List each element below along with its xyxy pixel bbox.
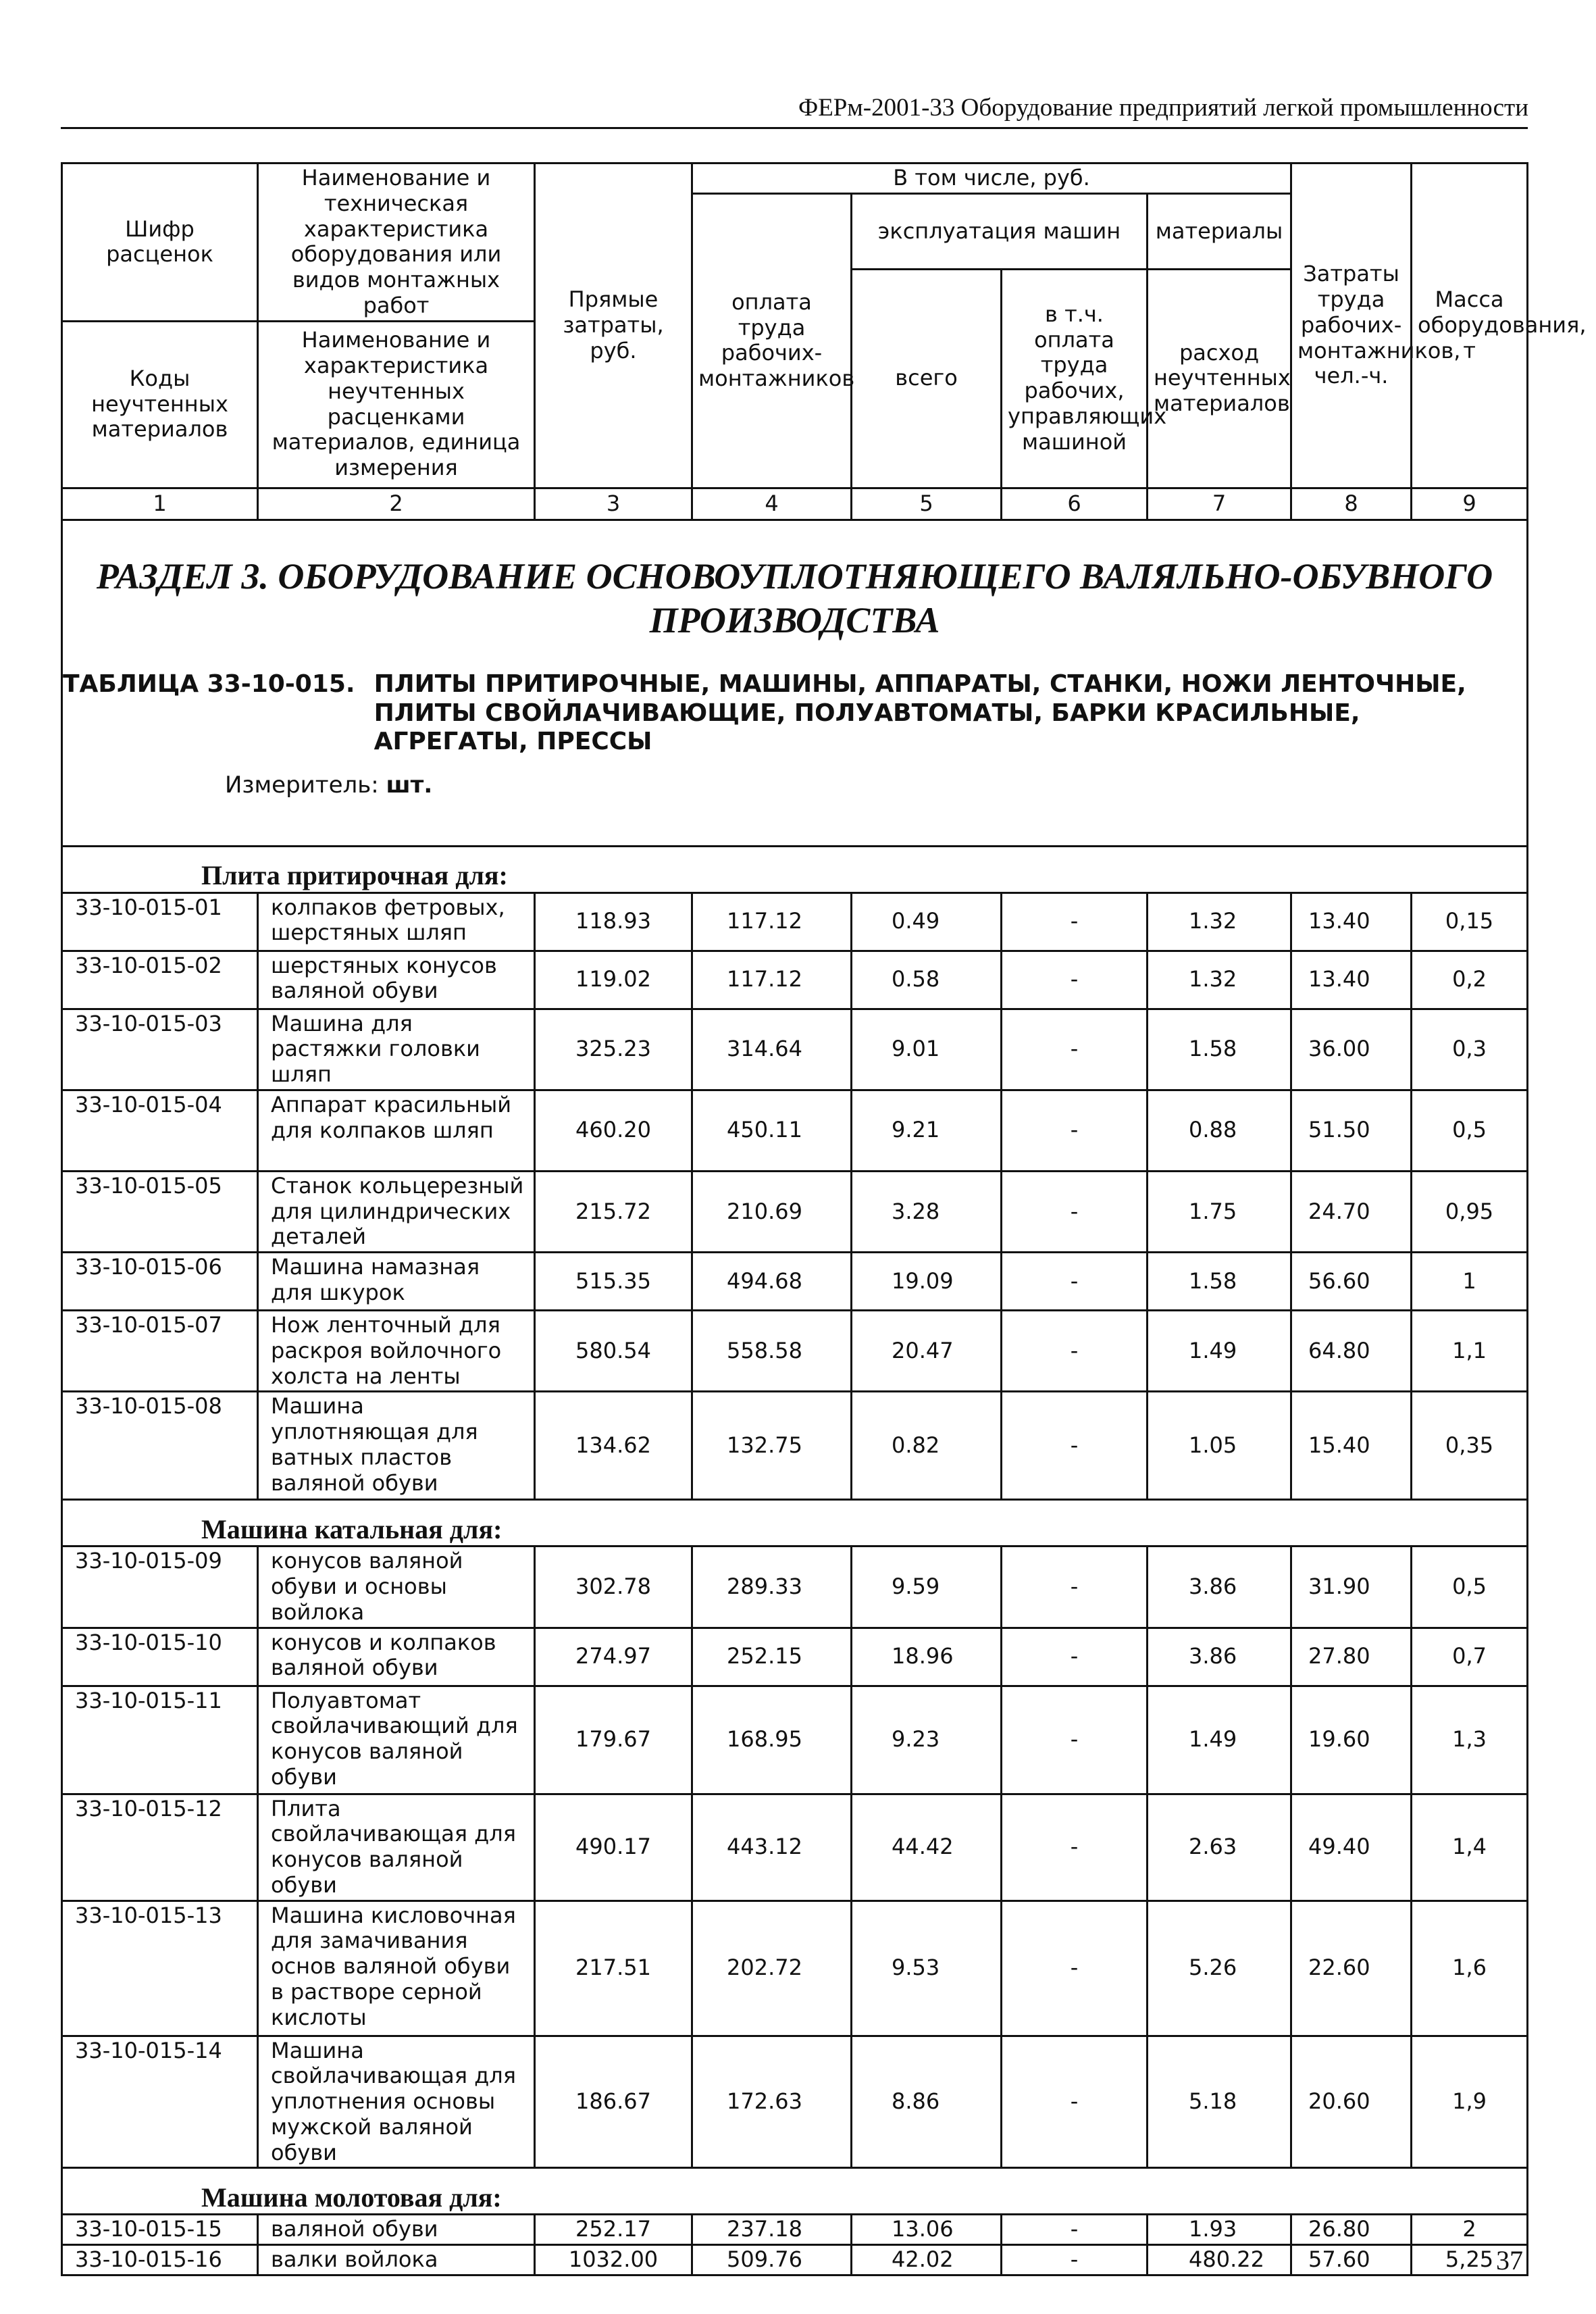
equipment-mass-value: 0,35 — [1412, 1392, 1528, 1500]
col-header-equipment-mass: Масса оборудования, т — [1412, 164, 1528, 488]
machine-operator-pay-value: - — [1002, 951, 1148, 1009]
worker-pay-value: 450.11 — [692, 1090, 852, 1171]
machines-total-value: 9.21 — [852, 1090, 1002, 1171]
direct-costs-value: 186.67 — [535, 2036, 692, 2168]
equipment-mass-value: 1,4 — [1412, 1794, 1528, 1901]
worker-pay-value: 117.12 — [692, 892, 852, 951]
worker-pay-value: 210.69 — [692, 1171, 852, 1252]
labor-costs-value: 36.00 — [1291, 1009, 1412, 1090]
materials-value: 1.05 — [1148, 1392, 1291, 1500]
rate-name: Плита свойлачивающая для конусов валяной обуви — [258, 1794, 535, 1901]
rate-name: Станок кольцерезный для цилиндрических деталей — [258, 1171, 535, 1252]
col-header-machine-operator-pay: в т.ч. оплата труда рабочих, управляющих машиной — [1002, 269, 1148, 488]
rate-code: 33-10-015-01 — [62, 892, 258, 951]
column-number-row — [62, 488, 1528, 520]
rate-name: колпаков фетровых, шерстяных шляп — [258, 892, 535, 951]
direct-costs-value: 118.93 — [535, 892, 692, 951]
table-title — [63, 670, 1513, 756]
direct-costs-value: 217.51 — [535, 1901, 692, 2036]
col-header-material-codes: Коды неучтенных материалов — [62, 321, 258, 488]
machine-operator-pay-value: - — [1002, 1311, 1148, 1392]
rate-name: конусов валяной обуви и основы войлока — [258, 1546, 535, 1628]
machine-operator-pay-value: - — [1002, 1009, 1148, 1090]
machine-operator-pay-value: - — [1002, 1794, 1148, 1901]
equipment-mass-value: 1,3 — [1412, 1686, 1528, 1794]
labor-costs-value: 22.60 — [1291, 1901, 1412, 2036]
direct-costs-value: 274.97 — [535, 1628, 692, 1686]
machines-total-value: 18.96 — [852, 1628, 1002, 1686]
equipment-mass-value: 0,2 — [1412, 951, 1528, 1009]
materials-value: 1.58 — [1148, 1009, 1291, 1090]
machines-total-value: 42.02 — [852, 2245, 1002, 2275]
rate-code: 33-10-015-15 — [62, 2215, 258, 2245]
direct-costs-value: 1032.00 — [535, 2245, 692, 2275]
machines-total-value: 44.42 — [852, 1794, 1002, 1901]
materials-value: 2.63 — [1148, 1794, 1291, 1901]
machines-total-value: 20.47 — [852, 1311, 1002, 1392]
equipment-mass-value: 1 — [1412, 1253, 1528, 1311]
labor-costs-value: 13.40 — [1291, 951, 1412, 1009]
labor-costs-value: 51.50 — [1291, 1090, 1412, 1171]
machines-total-value: 9.01 — [852, 1009, 1002, 1090]
rate-name: Машина кисловочная для замачивания основ валяной обуви в растворе серной кислоты — [258, 1901, 535, 2036]
table-row — [62, 1311, 1528, 1392]
worker-pay-value: 509.76 — [692, 2245, 852, 2275]
materials-value: 1.32 — [1148, 892, 1291, 951]
machine-operator-pay-value: - — [1002, 1628, 1148, 1686]
table-row — [62, 1090, 1528, 1171]
direct-costs-value: 302.78 — [535, 1546, 692, 1628]
rate-code: 33-10-015-16 — [62, 2245, 258, 2275]
machines-total-value: 9.53 — [852, 1901, 1002, 2036]
rate-name: Нож ленточный для раскроя войлочного холста на ленты — [258, 1311, 535, 1392]
materials-value: 5.18 — [1148, 2036, 1291, 2168]
machines-total-value: 13.06 — [852, 2215, 1002, 2245]
machines-total-value: 0.82 — [852, 1392, 1002, 1500]
table-title-text: ПЛИТЫ ПРИТИРОЧНЫЕ, МАШИНЫ, АППАРАТЫ, СТАНКИ, НОЖИ ЛЕНТОЧНЫЕ, ПЛИТЫ СВОЙЛАЧИВАЮЩИЕ, ПОЛУАВТОМАТЫ, БАРКИ КРАСИЛЬНЫЕ, АГРЕГАТЫ, ПРЕССЫ — [374, 670, 1466, 756]
group-heading: Плита притирочная для: — [62, 846, 1528, 892]
rate-code: 33-10-015-02 — [62, 951, 258, 1009]
col-header-name: Наименование и техническая характеристика оборудования или видов монтажных работ — [258, 164, 535, 322]
machine-operator-pay-value: - — [1002, 2215, 1148, 2245]
worker-pay-value: 132.75 — [692, 1392, 852, 1500]
machines-total-value: 0.58 — [852, 951, 1002, 1009]
materials-value: 5.26 — [1148, 1901, 1291, 2036]
measurer — [225, 772, 1526, 799]
table-title-label: ТАБЛИЦА 33-10-015. — [63, 670, 355, 699]
measurer-label: Измеритель: — [225, 771, 379, 799]
rate-name: валяной обуви — [258, 2215, 535, 2245]
rate-code: 33-10-015-05 — [62, 1171, 258, 1252]
materials-value: 3.86 — [1148, 1546, 1291, 1628]
group-heading: Машина молотовая для: — [62, 2168, 1528, 2215]
rate-code: 33-10-015-06 — [62, 1253, 258, 1311]
equipment-mass-value: 1,9 — [1412, 2036, 1528, 2168]
column-number: 6 — [1002, 488, 1148, 520]
table-row — [62, 2215, 1528, 2245]
labor-costs-value: 15.40 — [1291, 1392, 1412, 1500]
labor-costs-value: 56.60 — [1291, 1253, 1412, 1311]
table-row — [62, 1392, 1528, 1500]
direct-costs-value: 252.17 — [535, 2215, 692, 2245]
table-row — [62, 1171, 1528, 1252]
equipment-mass-value: 2 — [1412, 2215, 1528, 2245]
machines-total-value: 3.28 — [852, 1171, 1002, 1252]
labor-costs-value: 64.80 — [1291, 1311, 1412, 1392]
column-number: 2 — [258, 488, 535, 520]
column-number: 7 — [1148, 488, 1291, 520]
machines-total-value: 9.59 — [852, 1546, 1002, 1628]
table-row — [62, 1628, 1528, 1686]
rate-code: 33-10-015-10 — [62, 1628, 258, 1686]
equipment-mass-value: 1,1 — [1412, 1311, 1528, 1392]
machine-operator-pay-value: - — [1002, 1090, 1148, 1171]
worker-pay-value: 494.68 — [692, 1253, 852, 1311]
rate-name: конусов и колпаков валяной обуви — [258, 1628, 535, 1686]
rate-code: 33-10-015-07 — [62, 1311, 258, 1392]
rate-name: Машина уплотняющая для ватных пластов валяной обуви — [258, 1392, 535, 1500]
column-number: 8 — [1291, 488, 1412, 520]
table-row — [62, 2036, 1528, 2168]
col-header-material-name: Наименование и характеристика неучтенных расценками материалов, единица измерения — [258, 321, 535, 488]
rate-code: 33-10-015-13 — [62, 1901, 258, 2036]
worker-pay-value: 117.12 — [692, 951, 852, 1009]
labor-costs-value: 49.40 — [1291, 1794, 1412, 1901]
materials-value: 1.49 — [1148, 1686, 1291, 1794]
machine-operator-pay-value: - — [1002, 1901, 1148, 2036]
rate-name: Машина намазная для шкурок — [258, 1253, 535, 1311]
rates-table — [61, 162, 1587, 2276]
machine-operator-pay-value: - — [1002, 1392, 1148, 1500]
materials-value: 1.93 — [1148, 2215, 1291, 2245]
section-heading-block — [62, 520, 1528, 846]
labor-costs-value: 27.80 — [1291, 1628, 1412, 1686]
machines-total-value: 9.23 — [852, 1686, 1002, 1794]
direct-costs-value: 515.35 — [535, 1253, 692, 1311]
rate-code: 33-10-015-04 — [62, 1090, 258, 1171]
worker-pay-value: 252.15 — [692, 1628, 852, 1686]
worker-pay-value: 558.58 — [692, 1311, 852, 1392]
rate-name: Полуавтомат свойлачивающий для конусов валяной обуви — [258, 1686, 535, 1794]
equipment-mass-value: 5,25 — [1412, 2245, 1528, 2275]
table-row — [62, 1546, 1528, 1628]
materials-value: 0.88 — [1148, 1090, 1291, 1171]
document-header-title: ФЕРм-2001-33 Оборудование предприятий легкой промышленности — [798, 94, 1528, 122]
direct-costs-value: 215.72 — [535, 1171, 692, 1252]
rate-code: 33-10-015-12 — [62, 1794, 258, 1901]
rate-code: 33-10-015-03 — [62, 1009, 258, 1090]
equipment-mass-value: 0,7 — [1412, 1628, 1528, 1686]
column-number: 1 — [62, 488, 258, 520]
worker-pay-value: 289.33 — [692, 1546, 852, 1628]
rate-code: 33-10-015-08 — [62, 1392, 258, 1500]
machines-total-value: 8.86 — [852, 2036, 1002, 2168]
rate-code: 33-10-015-11 — [62, 1686, 258, 1794]
col-header-code: Шифр расценок — [62, 164, 258, 322]
worker-pay-value: 168.95 — [692, 1686, 852, 1794]
direct-costs-value: 119.02 — [535, 951, 692, 1009]
materials-value: 1.49 — [1148, 1311, 1291, 1392]
table-row — [62, 1686, 1528, 1794]
equipment-mass-value: 0,15 — [1412, 892, 1528, 951]
labor-costs-value: 26.80 — [1291, 2215, 1412, 2245]
machine-operator-pay-value: - — [1002, 892, 1148, 951]
labor-costs-value: 19.60 — [1291, 1686, 1412, 1794]
equipment-mass-value: 0,5 — [1412, 1546, 1528, 1628]
table-row — [62, 2245, 1528, 2275]
header-rule — [61, 127, 1528, 129]
materials-value: 480.22 — [1148, 2245, 1291, 2275]
measurer-value: шт. — [386, 771, 433, 799]
materials-value: 1.58 — [1148, 1253, 1291, 1311]
equipment-mass-value: 0,3 — [1412, 1009, 1528, 1090]
equipment-mass-value: 1,6 — [1412, 1901, 1528, 2036]
rate-code: 33-10-015-14 — [62, 2036, 258, 2168]
table-row — [62, 1794, 1528, 1901]
worker-pay-value: 443.12 — [692, 1794, 852, 1901]
column-number: 3 — [535, 488, 692, 520]
direct-costs-value: 134.62 — [535, 1392, 692, 1500]
rate-name: валки войлока — [258, 2245, 535, 2275]
direct-costs-value: 179.67 — [535, 1686, 692, 1794]
column-number: 9 — [1412, 488, 1528, 520]
table-row — [62, 1901, 1528, 2036]
col-header-worker-pay: оплата труда рабочих-монтажников — [692, 194, 852, 488]
machine-operator-pay-value: - — [1002, 2245, 1148, 2275]
machine-operator-pay-value: - — [1002, 1253, 1148, 1311]
col-header-machine-operation: эксплуатация машин — [852, 194, 1148, 270]
machine-operator-pay-value: - — [1002, 1546, 1148, 1628]
col-header-machines-total: всего — [852, 269, 1002, 488]
section-title: РАЗДЕЛ 3. ОБОРУДОВАНИЕ ОСНОВОУПЛОТНЯЮЩЕГО ВАЛЯЛЬНО-ОБУВНОГО ПРОИЗВОДСТВА — [96, 555, 1493, 641]
col-header-including-group: В том числе, руб. — [692, 164, 1291, 194]
group-heading: Машина катальная для: — [62, 1500, 1528, 1546]
col-header-labor-costs: Затраты труда рабочих-монтажников, чел.-ч. — [1291, 164, 1412, 488]
equipment-mass-value: 0,5 — [1412, 1090, 1528, 1171]
rate-name: Аппарат красильный для колпаков шляп — [258, 1090, 535, 1171]
worker-pay-value: 237.18 — [692, 2215, 852, 2245]
labor-costs-value: 13.40 — [1291, 892, 1412, 951]
equipment-mass-value: 0,95 — [1412, 1171, 1528, 1252]
machine-operator-pay-value: - — [1002, 1686, 1148, 1794]
labor-costs-value: 20.60 — [1291, 2036, 1412, 2168]
labor-costs-value: 57.60 — [1291, 2245, 1412, 2275]
direct-costs-value: 325.23 — [535, 1009, 692, 1090]
col-header-unaccounted-materials: расход неучтенных материалов — [1148, 269, 1291, 488]
direct-costs-value: 460.20 — [535, 1090, 692, 1171]
labor-costs-value: 24.70 — [1291, 1171, 1412, 1252]
table-row — [62, 892, 1528, 951]
machine-operator-pay-value: - — [1002, 1171, 1148, 1252]
materials-value: 1.75 — [1148, 1171, 1291, 1252]
machines-total-value: 19.09 — [852, 1253, 1002, 1311]
rate-name: Машина свойлачивающая для уплотнения основы мужской валяной обуви — [258, 2036, 535, 2168]
rate-name: шерстяных конусов валяной обуви — [258, 951, 535, 1009]
worker-pay-value: 314.64 — [692, 1009, 852, 1090]
direct-costs-value: 490.17 — [535, 1794, 692, 1901]
materials-value: 1.32 — [1148, 951, 1291, 1009]
col-header-direct-costs: Прямые затраты, руб. — [535, 164, 692, 488]
column-number: 4 — [692, 488, 852, 520]
table-row — [62, 951, 1528, 1009]
rate-code: 33-10-015-09 — [62, 1546, 258, 1628]
rate-name: Машина для растяжки головки шляп — [258, 1009, 535, 1090]
machines-total-value: 0.49 — [852, 892, 1002, 951]
worker-pay-value: 172.63 — [692, 2036, 852, 2168]
direct-costs-value: 580.54 — [535, 1311, 692, 1392]
page-number: 37 — [1496, 2245, 1523, 2275]
machine-operator-pay-value: - — [1002, 2036, 1148, 2168]
col-header-materials-group: материалы — [1148, 194, 1291, 270]
worker-pay-value: 202.72 — [692, 1901, 852, 2036]
materials-value: 3.86 — [1148, 1628, 1291, 1686]
column-number: 5 — [852, 488, 1002, 520]
labor-costs-value: 31.90 — [1291, 1546, 1412, 1628]
table-row — [62, 1253, 1528, 1311]
table-row — [62, 1009, 1528, 1090]
